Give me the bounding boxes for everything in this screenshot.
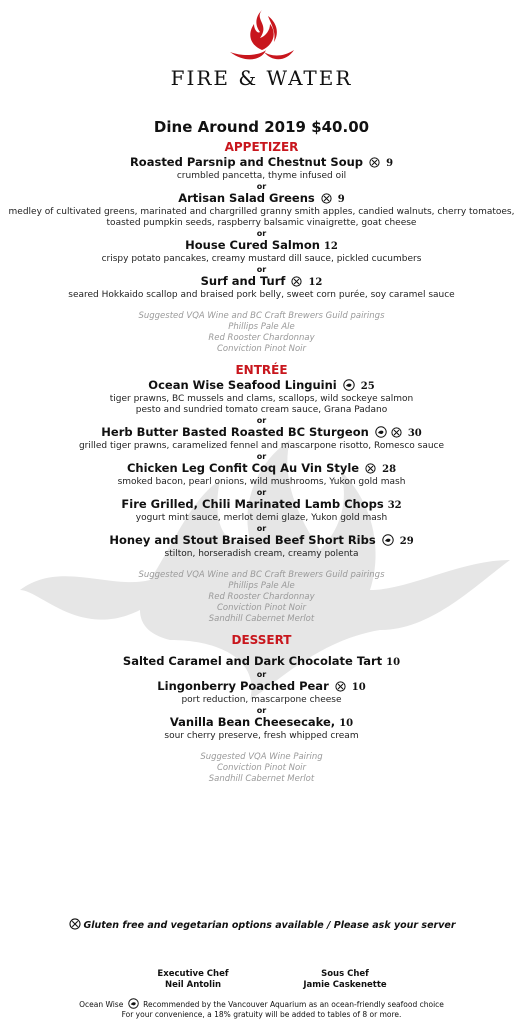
menu-title: Dine Around 2019 $40.00 xyxy=(153,118,370,136)
or-divider: or xyxy=(256,524,267,533)
pairing-line: Conviction Pinot Noir xyxy=(216,763,307,773)
ocean-wise-icon xyxy=(343,379,355,391)
or-divider: or xyxy=(256,182,267,191)
dish-price: 10 xyxy=(386,657,401,668)
dish-description: pesto and sundried tomato cream sauce, Grana Padano xyxy=(135,405,388,415)
or-divider: or xyxy=(256,452,267,461)
gratuity-note: For your convenience, a 18% gratuity will be added to tables of 8 or more. xyxy=(121,1010,402,1019)
ocean-wise-icon xyxy=(382,534,394,546)
or-divider: or xyxy=(256,488,267,497)
or-divider: or xyxy=(256,416,267,425)
dish-price: 29 xyxy=(399,536,414,547)
section-heading-entree: ENTRÉE xyxy=(235,363,288,377)
gluten-free-note: Gluten free and vegetarian options available / Please ask your server xyxy=(0,918,523,931)
pairing-line: Conviction Pinot Noir xyxy=(216,603,307,613)
dish-name: Herb Butter Basted Roasted BC Sturgeon 30 xyxy=(101,425,422,439)
ocean-wise-note: Ocean Wise Recommended by the Vancouver Aquarium as an ocean-friendly seafood choice xyxy=(79,1000,444,1009)
gluten-free-icon xyxy=(321,193,332,204)
footer xyxy=(0,998,523,1020)
gluten-free-icon xyxy=(69,918,81,930)
dish-description: crispy potato pancakes, creamy mustard dill sauce, pickled cucumbers xyxy=(101,254,422,264)
dish-name: Chicken Leg Confit Coq Au Vin Style 28 xyxy=(126,461,397,475)
dish-description: yogurt mint sauce, merlot demi glaze, Yukon gold mash xyxy=(135,513,388,523)
or-divider: or xyxy=(256,229,267,238)
dish-description: grilled tiger prawns, caramelized fennel and mascarpone risotto, Romesco sauce xyxy=(78,441,445,451)
pairing-line: Phillips Pale Ale xyxy=(228,322,295,332)
gluten-free-icon xyxy=(365,463,376,474)
pairing-line: Suggested VQA Wine and BC Craft Brewers Guild pairings xyxy=(138,570,385,580)
dish-price: 32 xyxy=(387,500,402,511)
or-divider: or xyxy=(256,265,267,274)
dish-description: crumbled pancetta, thyme infused oil xyxy=(176,171,347,181)
pairing-line: Red Rooster Chardonnay xyxy=(208,592,315,602)
executive-chef: Executive Chef Neil Antolin xyxy=(157,969,229,990)
dish-description: stilton, horseradish cream, creamy polenta xyxy=(164,549,359,559)
dish-name: Fire Grilled, Chili Marinated Lamb Chops 32 xyxy=(121,497,402,511)
dish-description: port reduction, mascarpone cheese xyxy=(181,695,342,705)
dish-description: medley of cultivated greens, marinated and chargrilled granny smith apples, candied walnuts, cherry tomatoes, toasted pumpkin seeds, raspberry balsamic vinaigrette, goat cheese xyxy=(8,207,515,228)
sous-chef: Sous Chef Jamie Caskenette xyxy=(303,969,387,990)
gluten-free-icon xyxy=(369,157,380,168)
gluten-free-icon xyxy=(335,681,346,692)
ocean-wise-icon xyxy=(128,998,139,1009)
dish-name: Honey and Stout Braised Beef Short Ribs 29 xyxy=(109,533,414,547)
menu-content xyxy=(0,118,523,785)
dish-price: 25 xyxy=(360,381,375,392)
pairing-line: Suggested VQA Wine and BC Craft Brewers Guild pairings xyxy=(138,311,385,321)
dish-price: 30 xyxy=(407,428,422,439)
fire-logo-icon xyxy=(226,6,298,66)
pairing-line: Red Rooster Chardonnay xyxy=(208,333,315,343)
dish-name: Salted Caramel and Dark Chocolate Tart 10 xyxy=(122,654,401,668)
brand-name: FIRE & WATER xyxy=(170,66,353,90)
ocean-wise-icon xyxy=(375,426,387,438)
dish-name: Surf and Turf 12 xyxy=(200,274,323,288)
dish-price: 12 xyxy=(308,277,323,288)
dish-price: 28 xyxy=(382,464,397,475)
pairing-line: Phillips Pale Ale xyxy=(228,581,295,591)
dish-name: Lingonberry Poached Pear 10 xyxy=(157,679,366,693)
dish-price: 9 xyxy=(337,194,345,205)
gluten-free-icon xyxy=(391,427,402,438)
section-heading-appetizer: APPETIZER xyxy=(224,140,299,154)
dish-name: Artisan Salad Greens 9 xyxy=(178,191,345,205)
dish-description: tiger prawns, BC mussels and clams, scallops, wild sockeye salmon xyxy=(109,394,414,404)
or-divider: or xyxy=(256,706,267,715)
dish-description: sour cherry preserve, fresh whipped cream xyxy=(164,731,359,741)
pairing-line: Suggested VQA Wine Pairing xyxy=(200,752,323,762)
section-heading-dessert: DESSERT xyxy=(231,633,292,647)
or-divider: or xyxy=(256,670,267,679)
dish-price: 10 xyxy=(339,718,354,729)
dish-description: smoked bacon, pearl onions, wild mushrooms, Yukon gold mash xyxy=(117,477,406,487)
dish-description: seared Hokkaido scallop and braised pork belly, sweet corn purée, soy caramel sauce xyxy=(68,290,455,300)
pairing-line: Sandhill Cabernet Merlot xyxy=(208,614,315,624)
gluten-free-icon xyxy=(291,276,302,287)
dish-name: Vanilla Bean Cheesecake, 10 xyxy=(169,715,354,729)
pairing-line: Conviction Pinot Noir xyxy=(216,344,307,354)
dish-name: Roasted Parsnip and Chestnut Soup 9 xyxy=(129,155,394,169)
dish-price: 12 xyxy=(323,241,338,252)
dish-price: 10 xyxy=(351,682,366,693)
dish-price: 9 xyxy=(386,158,394,169)
dish-name: House Cured Salmon 12 xyxy=(185,238,338,252)
dish-name: Ocean Wise Seafood Linguini 25 xyxy=(148,378,375,392)
pairing-line: Sandhill Cabernet Merlot xyxy=(208,774,315,784)
